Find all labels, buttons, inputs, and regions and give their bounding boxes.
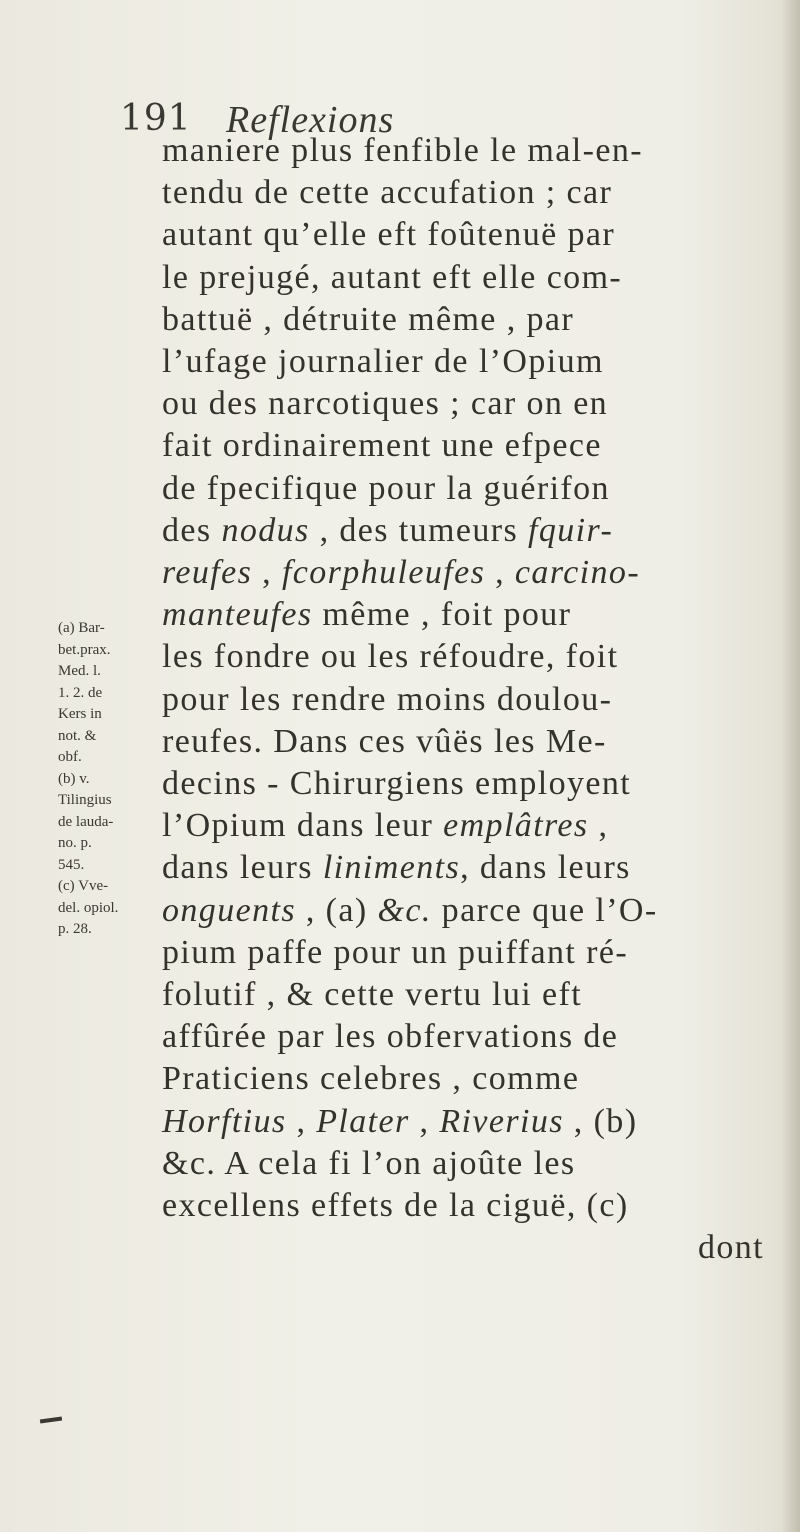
text-line xyxy=(162,1143,576,1185)
italic-text: manteufes xyxy=(162,596,313,634)
margin-note-line: no. p. xyxy=(58,835,92,851)
text-segment: le prejugé, autant eft elle com- xyxy=(162,258,623,296)
italic-text: reufes xyxy=(162,554,253,591)
text-segment: battuë , détruite même , par xyxy=(162,300,575,338)
text-segment: l’ufage journalier de l’Opium xyxy=(162,343,604,380)
text-segment: pium paffe pour un puiffant ré- xyxy=(162,933,629,971)
text-segment: , xyxy=(485,554,515,591)
text-line xyxy=(162,805,608,847)
italic-text: liniments xyxy=(322,849,461,887)
text-line xyxy=(162,974,582,1016)
text-segment: , xyxy=(286,1102,317,1140)
text-segment: affûrée par les obfervations de xyxy=(162,1018,619,1056)
text-line xyxy=(162,130,643,172)
text-segment: dans leurs xyxy=(162,849,323,887)
italic-text: onguents xyxy=(162,891,296,929)
text-segment: , xyxy=(409,1102,440,1140)
text-segment: excellens effets de la ciguë, (c) xyxy=(162,1187,629,1224)
text-line xyxy=(162,383,608,425)
text-line xyxy=(162,636,618,678)
text-line xyxy=(162,510,613,552)
text-line xyxy=(162,214,615,256)
text-line xyxy=(162,932,628,974)
text-segment: fait ordinairement une efpece xyxy=(162,427,602,465)
italic-text: fquir- xyxy=(528,511,614,549)
running-head: Reflexions xyxy=(226,99,395,141)
text-segment: de fpecifique pour la guérifon xyxy=(162,469,610,507)
margin-note-line: del. opiol. xyxy=(58,899,119,916)
margin-note-line: Med. l. xyxy=(58,663,101,679)
text-segment: même , foit pour xyxy=(312,596,572,634)
text-segment: folutif , & cette vertu lui eft xyxy=(162,976,583,1013)
text-segment: Praticiens celebres , comme xyxy=(162,1060,580,1098)
text-segment: parce que l’O- xyxy=(431,891,658,929)
margin-note-line: (a) Bar- xyxy=(58,620,105,636)
text-segment: decins - Chirurgiens employent xyxy=(162,765,632,802)
printer-mark xyxy=(40,1416,62,1423)
text-line xyxy=(162,341,604,383)
text-segment: reufes. Dans ces vûës les Me- xyxy=(162,722,607,760)
text-segment: pour les rendre moins doulou- xyxy=(162,680,613,718)
text-segment: autant qu’elle eft foûtenuë par xyxy=(162,216,616,254)
text-line xyxy=(162,847,631,889)
text-line xyxy=(162,890,658,932)
text-line xyxy=(162,425,602,467)
italic-text: emplâtres xyxy=(443,807,589,845)
text-segment: , dans leurs xyxy=(460,849,631,887)
text-segment: l’Opium dans leur xyxy=(162,807,444,845)
text-line xyxy=(162,1185,629,1227)
text-line xyxy=(162,679,612,721)
text-segment: ou des narcotiques ; car on en xyxy=(162,385,609,423)
text-segment: les fondre ou les réfoudre, foit xyxy=(162,638,619,676)
text-segment: , (a) xyxy=(295,891,378,929)
text-line xyxy=(162,721,607,763)
text-line xyxy=(162,172,612,214)
page-number: 191 xyxy=(120,98,192,139)
italic-text: carcino- xyxy=(514,554,641,591)
text-line xyxy=(162,1058,579,1100)
italic-text: Riverius xyxy=(439,1102,564,1140)
margin-note-line: p. 28. xyxy=(58,921,92,937)
text-line xyxy=(162,468,610,510)
italic-text: nodus xyxy=(221,511,310,549)
italic-text: &c. xyxy=(377,891,432,929)
text-segment: maniere plus fenfible le mal-en- xyxy=(162,132,643,169)
text-line xyxy=(162,594,571,636)
text-segment: dont xyxy=(697,1229,764,1267)
italic-text: Horftius xyxy=(162,1102,287,1140)
margin-note-line: 545. xyxy=(58,856,85,873)
margin-note-line: (c) Vve- xyxy=(58,878,109,894)
margin-note-line: bet.prax. xyxy=(58,641,111,658)
text-segment: , xyxy=(252,554,282,591)
text-segment: des xyxy=(162,511,222,549)
text-line xyxy=(162,552,640,594)
margin-note-line: not. & xyxy=(58,727,97,744)
margin-note-line: Kers in xyxy=(58,706,102,722)
margin-note-line: 1. 2. de xyxy=(58,684,103,701)
text-line xyxy=(698,1227,764,1269)
italic-text: fcorphuleufes xyxy=(281,554,486,591)
text-segment: , (b) xyxy=(563,1102,638,1140)
text-segment: tendu de cette accufation ; car xyxy=(162,174,613,212)
text-line xyxy=(162,299,574,341)
text-line xyxy=(162,1101,637,1143)
text-segment: &c. A cela fi l’on ajoûte les xyxy=(162,1144,576,1182)
text-segment: , xyxy=(588,807,609,845)
text-line xyxy=(162,763,631,805)
text-line xyxy=(162,1016,618,1058)
text-segment: , des tumeurs xyxy=(309,511,529,549)
margin-note-line: obf. xyxy=(58,749,82,765)
margin-note-line: (b) v. xyxy=(58,770,90,787)
text-line xyxy=(162,257,622,299)
page-edge-shadow xyxy=(782,0,800,1532)
margin-note-line: de lauda- xyxy=(58,813,114,830)
italic-text: Plater xyxy=(316,1102,410,1140)
margin-note-line: Tilingius xyxy=(58,792,112,808)
